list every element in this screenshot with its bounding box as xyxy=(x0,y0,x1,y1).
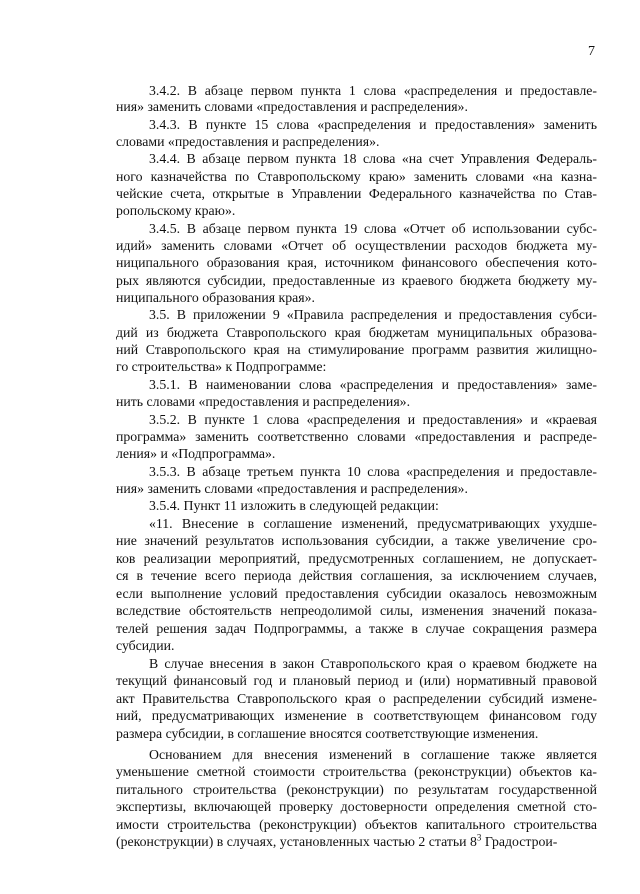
text-line: 3.4.3. В пункте 15 слова «распределения и предоставления» заменить xyxy=(149,117,597,132)
text-line: субсидии. xyxy=(116,638,175,653)
text-line xyxy=(116,834,557,850)
text-line: ления» и «Подпрограмма». xyxy=(116,446,276,461)
text-line: 3.4.5. В абзаце первом пункта 19 слова «Отчет об использовании субс- xyxy=(149,221,597,236)
text-line: чейские счета, открытые в Управлении Федерального казначейства по Став- xyxy=(116,186,597,201)
text-line: акт Правительства Ставропольского края о распределении субсидий измене- xyxy=(116,691,597,706)
text-line: «11. Внесение в соглашение изменений, предусматривающих ухудше- xyxy=(149,516,597,531)
text-line: 3.4.2. В абзаце первом пункта 1 слова «распределения и предоставле- xyxy=(149,83,597,98)
text-line: ние значений результатов использования субсидии, а также увеличение сро- xyxy=(116,533,597,548)
text-line: размера субсидии, в соглашение вносятся соответствующие изменения. xyxy=(116,726,539,741)
text-line: телей решения задач Подпрограммы, а также в случае сокращения размера xyxy=(116,621,597,636)
text-line: 3.5.1. В наименовании слова «распределения и предоставления» заме- xyxy=(149,377,597,392)
text-line: нить словами «предоставления и распределения». xyxy=(116,394,411,409)
text-line: уменьшение сметной стоимости строительства (реконструкции) объектов ка- xyxy=(116,764,597,779)
text-line: идий» заменить словами «Отчет об осуществлении расходов бюджета му- xyxy=(116,238,597,253)
text-line: ропольскому краю». xyxy=(116,203,236,218)
text-line: экспертизы, включающей проверку достоверности определения сметной сто- xyxy=(116,799,597,814)
text-line: дий из бюджета Ставропольского края бюджетам муниципальных образова- xyxy=(116,325,597,340)
text-line-part: Градострои- xyxy=(481,834,558,849)
text-line: словами «предоставления и распределения». xyxy=(116,134,380,149)
text-line: ниципального образования края, источником финансового обеспечения кото- xyxy=(116,255,597,270)
text-line: если выполнение условий предоставления субсидии оказалось невозможным xyxy=(116,586,597,601)
text-line: питального строительства (реконструкции) по результатам государственной xyxy=(116,782,597,797)
text-line: рых являются субсидии, предоставленные из краевого бюджета бюджету му- xyxy=(116,273,597,288)
text-line: 3.5.3. В абзаце третьем пункта 10 слова «распределения и предоставле- xyxy=(149,464,597,479)
text-line: 3.5.4. Пункт 11 изложить в следующей редакции: xyxy=(149,498,439,513)
text-line: ния» заменить словами «предоставления и распределения». xyxy=(116,481,468,496)
text-line: го строительства» к Подпрограмме: xyxy=(116,359,327,374)
text-line: ний, предусматривающих изменение в соответствующем финансовом году xyxy=(116,708,597,723)
text-line: ний Ставропольского края на стимулирование программ развития жилищно- xyxy=(116,342,597,357)
text-line-part: (реконструкции) в случаях, установленных частью 2 статьи 8 xyxy=(116,834,477,849)
text-line: ния» заменить словами «предоставления и распределения». xyxy=(116,99,468,114)
text-line: ниципального образования края». xyxy=(116,290,315,305)
text-line: ся в течение всего периода действия соглашения, за исключением случаев, xyxy=(116,568,597,583)
text-line: программа» заменить соответственно словами «предоставления и распреде- xyxy=(116,429,597,444)
text-line: 3.5. В приложении 9 «Правила распределения и предоставления субси- xyxy=(149,307,597,322)
text-line: текущий финансовый год и плановый период и (или) нормативный правовой xyxy=(116,673,597,688)
text-line: вследствие обстоятельств непреодолимой силы, изменения значений показа- xyxy=(116,603,597,618)
text-line: В случае внесения в закон Ставропольского края о краевом бюджете на xyxy=(149,656,597,671)
text-line: 3.4.4. В абзаце первом пункта 18 слова «на счет Управления Федераль- xyxy=(149,151,597,166)
text-line: Основанием для внесения изменений в соглашение также является xyxy=(149,747,597,762)
page-number: 7 xyxy=(588,44,595,59)
text-line: ного казначейства по Ставропольскому краю» заменить словами «на казна- xyxy=(116,169,597,184)
text-line: имости строительства (реконструкции) объектов капитального строительства xyxy=(116,817,597,832)
text-line: ков реализации мероприятий, предусмотренных соглашением, не допускает- xyxy=(116,551,597,566)
superscript: 3 xyxy=(476,832,482,843)
text-line: 3.5.2. В пункте 1 слова «распределения и предоставления» и «краевая xyxy=(149,412,597,427)
